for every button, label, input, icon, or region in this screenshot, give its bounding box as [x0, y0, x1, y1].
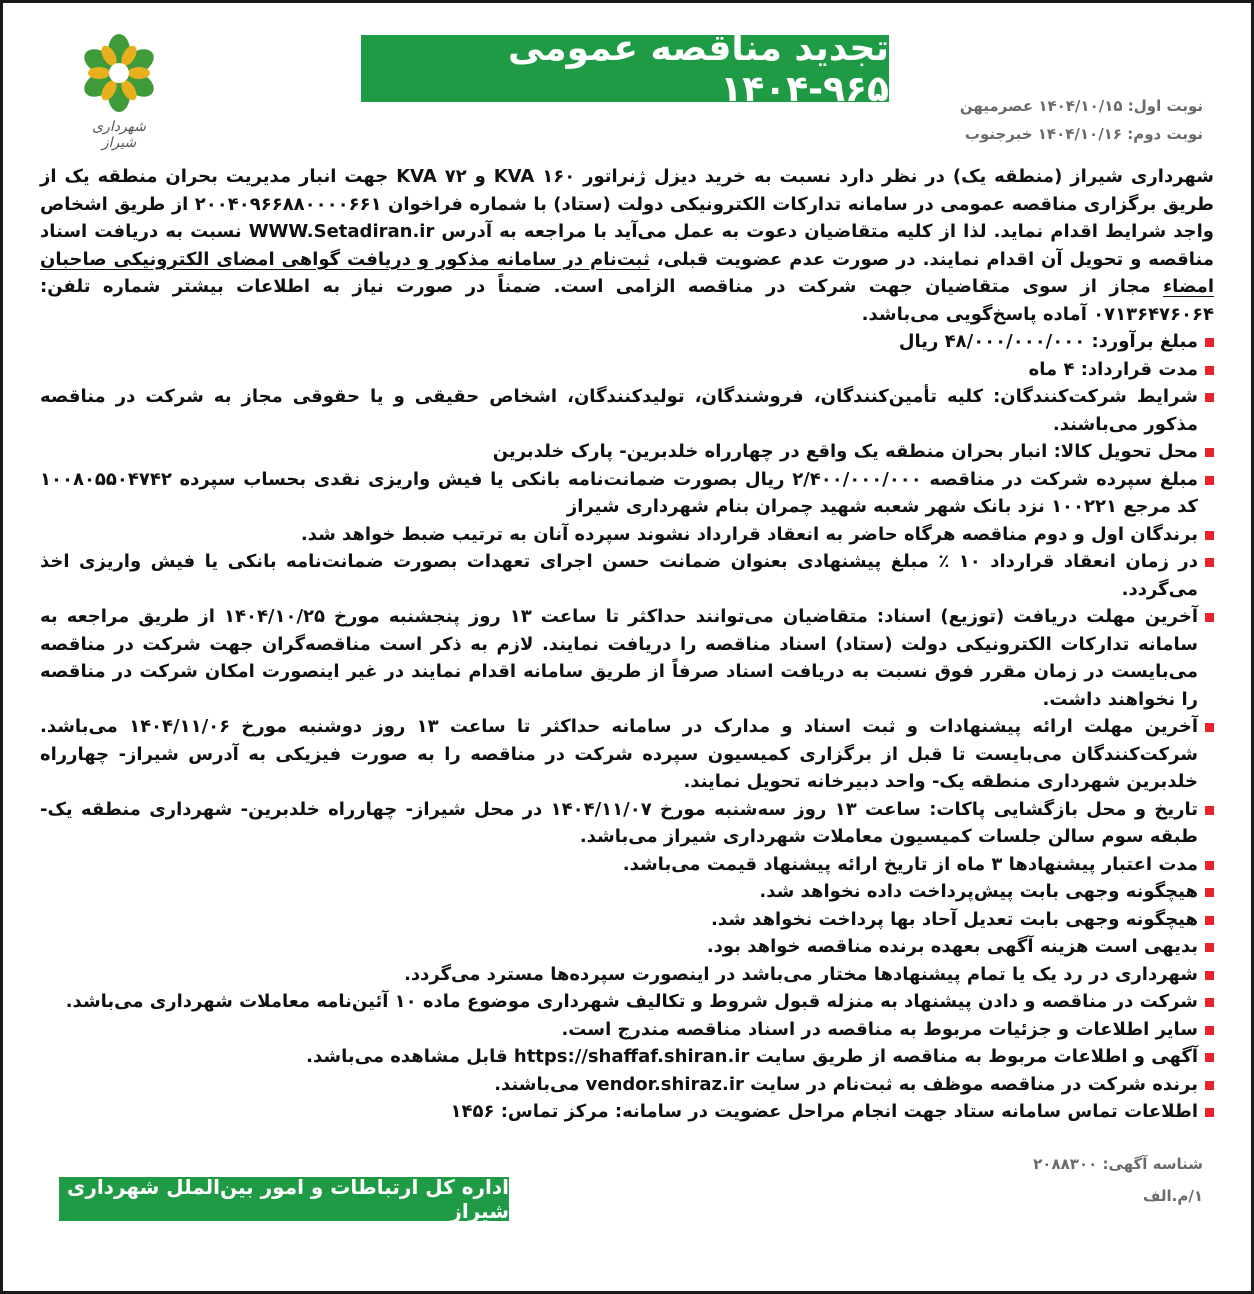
list-item [40, 548, 1214, 603]
red-square-bullet-icon [1205, 1026, 1214, 1035]
list-item-text: آخرین مهلت ارائه پیشنهادات و ثبت اسناد و مدارک در سامانه حداکثر تا ساعت ۱۳ روز دوشنبه مورخ ۱۴۰۴/۱۱/۰۶ می‌باشد. شرکت‌کنندگان می‌بایست تا قبل از برگزاری کمیسیون سپرده شرکت در مناقصه را به صورت فیزیکی به آدرس شیراز- چهارراه خلدبرین شهرداری منطقه یک- واحد دبیرخانه تحویل نمایند. [40, 716, 1199, 792]
red-square-bullet-icon [1205, 613, 1214, 622]
list-item [40, 988, 1214, 1016]
list-item-text: برنده شرکت در مناقصه موظف به ثبت‌نام در سایت vendor.shiraz.ir می‌باشند. [494, 1073, 1198, 1095]
list-item-text: مدت اعتبار پیشنهادها ۳ ماه از تاریخ ارائه پیشنهاد قیمت می‌باشد. [622, 853, 1198, 875]
list-item [40, 713, 1214, 796]
list-item [40, 1043, 1214, 1071]
intro-text-part-2: مجاز از سوی متقاضیان جهت شرکت در مناقصه الزامی است. ضمناً در صورت نیاز به اطلاعات بیشتر شماره تلفن: ۰۷۱۳۶۴۷۶۰۶۴ آماده پاسخ‌گویی می‌باشد. [40, 276, 1214, 325]
list-item [40, 1071, 1214, 1099]
list-item [40, 796, 1214, 851]
list-item-text: تاریخ و محل بازگشایی پاکات: ساعت ۱۳ روز سه‌شنبه مورخ ۱۴۰۴/۱۱/۰۷ در محل شیراز- چهارراه خلدبرین- شهرداری منطقه یک- طبقه سوم سالن جلسات کمیسیون معاملات شهرداری شیراز می‌باشد. [40, 798, 1198, 847]
list-item-text: شرکت در مناقصه و دادن پیشنهاد به منزله قبول شروط و تکالیف شهرداری موضوع ماده ۱۰ آئین‌نامه معاملات شهرداری می‌باشد. [65, 991, 1198, 1012]
list-item-text: در زمان انعقاد قرارداد ۱۰ ٪ مبلغ پیشنهادی بعنوان ضمانت حسن اجرای تعهدات بصورت ضمانت‌نامه بانکی یا فیش واریزی اخذ می‌گردد. [40, 551, 1198, 600]
first-round-date: نوبت اول: ۱۴۰۴/۱۰/۱۵ عصرمیهن [959, 97, 1203, 115]
red-square-bullet-icon [1205, 806, 1214, 815]
red-square-bullet-icon [1205, 1053, 1214, 1062]
red-square-bullet-icon [1205, 916, 1214, 925]
list-item [40, 466, 1214, 521]
red-square-bullet-icon [1205, 393, 1214, 402]
second-round-date: نوبت دوم: ۱۴۰۴/۱۰/۱۶ خبرجنوب [964, 125, 1203, 143]
list-item-text: اطلاعات تماس سامانه ستاد جهت انجام مراحل عضویت در سامانه: مرکز تماس: ۱۴۵۶ [450, 1101, 1198, 1122]
issuing-department: اداره کل ارتباطات و امور بین‌الملل شهرداری شیراز [59, 1177, 509, 1221]
red-square-bullet-icon [1205, 448, 1214, 457]
shiraz-municipality-logo [73, 33, 165, 151]
list-item [40, 1098, 1214, 1126]
red-square-bullet-icon [1205, 1108, 1214, 1117]
list-item [40, 878, 1214, 906]
red-square-bullet-icon [1205, 366, 1214, 375]
list-item [40, 521, 1214, 549]
list-item [40, 906, 1214, 934]
list-item-text: بدیهی است هزینه آگهی بعهده برنده مناقصه خواهد بود. [706, 936, 1198, 957]
intro-underlined-requirement: ثبت‌نام در سامانه مذکور و دریافت گواهی امضای الکترونیکی صاحبان امضاء [40, 248, 1214, 297]
list-item [40, 851, 1214, 879]
list-item [40, 933, 1214, 961]
list-item-text: شهرداری در رد یک یا تمام پیشنهادها مختار می‌باشد در اینصورت سپرده‌ها مسترد می‌گردد. [404, 963, 1198, 985]
intro-text-part-1: شهرداری شیراز (منطقه یک) در نظر دارد نسبت به خرید دیزل ژنراتور KVA ۱۶۰ و KVA ۷۲ جهت انبار مدیریت بحران منطقه یک از طریق برگزاری مناقصه عمومی در سامانه تدارکات الکترونیکی دولت (ستاد) با شماره فراخوان ۲۰۰۴۰۹۶۶۸۸۰۰۰۰۶۶۱ از طریق اشخاص واجد شرایط اقدام نماید. لذا از کلیه متقاضیان دعوت به عمل می‌آید با مراجعه به آدرس WWW.Setadiran.ir نسبت به دریافت اسناد مناقصه و تحویل آن اقدام نمایند. در صورت عدم عضویت قبلی، [40, 166, 1214, 270]
red-square-bullet-icon [1205, 861, 1214, 870]
red-square-bullet-icon [1205, 531, 1214, 540]
red-square-bullet-icon [1205, 558, 1214, 567]
list-item-text: مبلغ سپرده شرکت در مناقصه ۲/۴۰۰/۰۰۰/۰۰۰ ریال بصورت ضمانت‌نامه بانکی یا فیش واریزی نقدی بحساب سپرده ۱۰۰۸۰۵۵۰۴۷۴۲ کد مرجع ۱۰۰۲۲۱ نزد بانک شهر شعبه شهید چمران بنام شهرداری شیراز [40, 468, 1198, 517]
list-item-text: شرایط شرکت‌کنندگان: کلیه تأمین‌کنندگان، فروشندگان، تولیدکنندگان، اشخاص حقیقی و یا حقوقی مجاز به شرکت در مناقصه مذکور می‌باشند. [40, 386, 1198, 435]
tender-body [40, 163, 1214, 1126]
list-item [40, 383, 1214, 438]
logo-caption: شهرداری شیراز [92, 119, 146, 151]
list-item-text: آخرین مهلت دریافت (توزیع) اسناد: متقاضیان می‌توانند حداکثر تا ساعت ۱۳ روز پنجشنبه مورخ ۱۴۰۴/۱۰/۲۵ از طریق مراجعه به سامانه تدارکات الکترونیکی دولت (ستاد) اسناد مناقصه را دریافت نمایند. لازم به ذکر است مناقصه‌گران جهت شرکت در مناقصه می‌بایست در زمان مقرر فوق نسبت به دریافت اسناد صرفاً از طریق سامانه اقدام نمایند در غیر اینصورت امکان شرکت در مناقصه را نخواهند داشت. [40, 606, 1198, 710]
red-square-bullet-icon [1205, 943, 1214, 952]
intro-paragraph [40, 163, 1214, 328]
red-square-bullet-icon [1205, 998, 1214, 1007]
ad-identifier: شناسه آگهی: ۲۰۸۸۳۰۰ [1033, 1155, 1203, 1173]
list-item-text: مدت قرارداد: ۴ ماه [1028, 358, 1198, 380]
list-item [40, 328, 1214, 356]
list-item-text: سایر اطلاعات و جزئیات مربوط به مناقصه در اسناد مناقصه مندرج است. [561, 1018, 1198, 1040]
list-item [40, 438, 1214, 466]
red-square-bullet-icon [1205, 476, 1214, 485]
flower-emblem-icon [73, 33, 165, 113]
conditions-list [40, 328, 1214, 1126]
list-item-text: هیچگونه وجهی بابت پیش‌پرداخت داده نخواهد شد. [759, 881, 1198, 902]
list-item-text: برندگان اول و دوم مناقصه هرگاه حاضر به انعقاد قرارداد نشوند سپرده آنان به ترتیب ضبط خواهد شد. [300, 523, 1198, 545]
red-square-bullet-icon [1205, 723, 1214, 732]
list-item-text: آگهی و اطلاعات مربوط به مناقصه از طریق سایت https://shaffaf.shiran.ir قابل مشاهده می‌باشد. [306, 1046, 1198, 1067]
list-item [40, 356, 1214, 384]
red-square-bullet-icon [1205, 971, 1214, 980]
red-square-bullet-icon [1205, 1081, 1214, 1090]
ad-code: ۱/م.الف [1143, 1187, 1203, 1205]
list-item [40, 1016, 1214, 1044]
list-item [40, 961, 1214, 989]
list-item-text: مبلغ برآورد: ۴۸/۰۰۰/۰۰۰/۰۰۰ ریال [898, 331, 1198, 352]
list-item-text: هیچگونه وجهی بابت تعدیل آحاد بها پرداخت نخواهد شد. [710, 908, 1198, 930]
red-square-bullet-icon [1205, 888, 1214, 897]
list-item [40, 603, 1214, 713]
red-square-bullet-icon [1205, 338, 1214, 347]
list-item-text: محل تحویل کالا: انبار بحران منطقه یک واقع در چهارراه خلدبرین- پارک خلدبرین [492, 441, 1198, 462]
tender-title: تجدید مناقصه عمومی ۹۶۵-۱۴۰۴ [361, 35, 889, 102]
